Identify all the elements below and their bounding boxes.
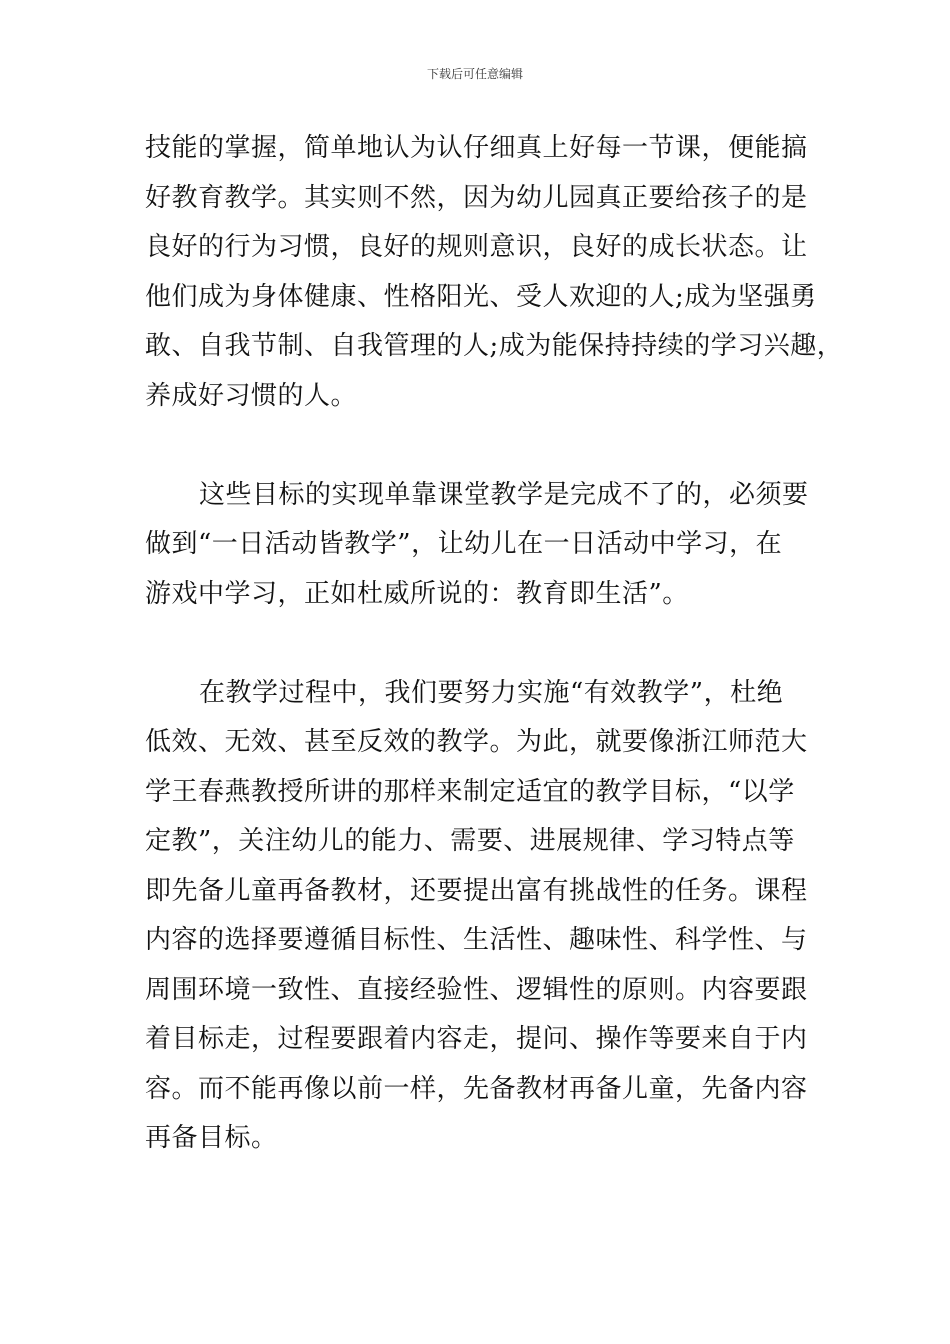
text-line: 做到“一日活动皆教学”，让幼儿在一日活动中学习，在 bbox=[145, 529, 783, 559]
paragraph-spacer bbox=[145, 619, 833, 669]
text-line: 游戏中学习，正如杜威所说的：教育即生活”。 bbox=[145, 578, 689, 609]
text-line: 学王春燕教授所讲的那样来制定适宜的教学目标，“以学 bbox=[145, 776, 795, 807]
text-line: 定教”，关注幼儿的能力、需要、进展规律、学习特点等 bbox=[145, 826, 795, 856]
text-line: 良好的行为习惯，良好的规则意识，良好的成长状态。让 bbox=[145, 232, 808, 262]
text-line: 即先备儿童再备教材，还要提出富有挑战性的任务。课程 bbox=[145, 875, 808, 906]
paragraph-3 bbox=[145, 669, 833, 1164]
text-line: 好教育教学。其实则不然，因为幼儿园真正要给孩子的是 bbox=[145, 182, 808, 213]
paragraph-spacer bbox=[145, 421, 833, 471]
document-body bbox=[145, 124, 844, 1164]
text-line: 这些目标的实现单靠课堂教学是完成不了的，必须要 bbox=[199, 479, 809, 510]
text-line: 技能的掌握，简单地认为认仔细真上好每一节课，便能搞 bbox=[145, 133, 808, 163]
text-line: 容。而不能再像以前一样，先备教材再备儿童，先备内容 bbox=[145, 1073, 808, 1104]
text-line: 敢、自我节制、自我管理的人;成为能保持持续的学习兴趣， bbox=[145, 331, 844, 361]
text-line: 他们成为身体健康、性格阳光、受人欢迎的人;成为坚强勇 bbox=[145, 281, 817, 312]
page-header: 下载后可任意编辑 bbox=[426, 67, 523, 81]
text-line: 内容的选择要遵循目标性、生活性、趣味性、科学性、与 bbox=[145, 925, 808, 955]
text-line: 再备目标。 bbox=[145, 1123, 278, 1153]
paragraph-1 bbox=[145, 124, 844, 421]
paragraph-2 bbox=[145, 471, 833, 620]
text-line: 在教学过程中，我们要努力实施“有效教学”，杜绝 bbox=[199, 677, 784, 708]
text-line: 着目标走，过程要跟着内容走，提问、操作等要来自于内 bbox=[145, 1024, 808, 1054]
text-line: 周围环境一致性、直接经验性、逻辑性的原则。内容要跟 bbox=[145, 974, 808, 1005]
text-line: 低效、无效、甚至反效的教学。为此，就要像浙江师范大 bbox=[145, 727, 808, 757]
text-line: 养成好习惯的人。 bbox=[145, 380, 358, 411]
